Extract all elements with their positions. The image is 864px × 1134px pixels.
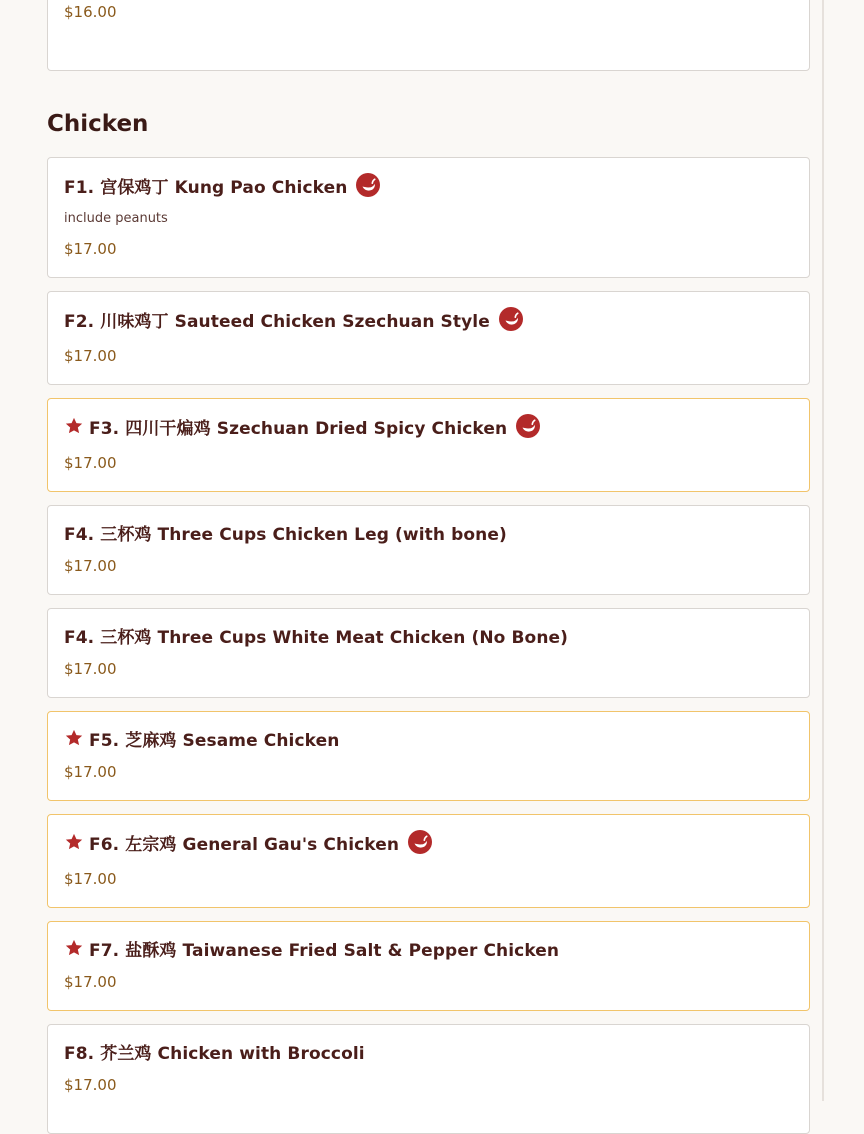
menu-item-card[interactable] bbox=[47, 921, 810, 1011]
menu-item-name: F5. 芝麻鸡 Sesame Chicken bbox=[89, 730, 340, 751]
menu-item-price: $17.00 bbox=[64, 454, 117, 472]
menu-item-title-row bbox=[64, 726, 793, 750]
menu-item-name: F4. 三杯鸡 Three Cups White Meat Chicken (No Bone) bbox=[64, 627, 569, 648]
menu-item-name: F7. 盐酥鸡 Taiwanese Fried Salt & Pepper Chicken bbox=[89, 940, 560, 961]
menu-item-title-row bbox=[64, 936, 793, 960]
menu-item-name: F1. 宫保鸡丁 Kung Pao Chicken bbox=[64, 177, 348, 198]
menu-item-title-row bbox=[64, 623, 793, 647]
menu-item-price: $17.00 bbox=[64, 660, 117, 678]
menu-item-title-row bbox=[64, 1039, 793, 1063]
menu-item-card[interactable] bbox=[47, 398, 810, 492]
section-title: Chicken bbox=[47, 111, 149, 137]
chili-pepper-icon bbox=[355, 172, 381, 198]
menu-item-card[interactable] bbox=[47, 814, 810, 908]
menu-item-price: $17.00 bbox=[64, 973, 117, 991]
chili-pepper-icon bbox=[407, 829, 433, 855]
chili-pepper-icon bbox=[498, 306, 524, 332]
menu-item-description: include peanuts bbox=[64, 211, 168, 226]
menu-item-price: $16.00 bbox=[64, 3, 117, 21]
menu-item-card[interactable] bbox=[47, 291, 810, 385]
menu-item-price: $17.00 bbox=[64, 1076, 117, 1094]
menu-item-title-row bbox=[64, 414, 793, 438]
menu-item-price: $17.00 bbox=[64, 870, 117, 888]
menu-item-card[interactable] bbox=[47, 1024, 810, 1134]
menu-item-price: $17.00 bbox=[64, 347, 117, 365]
star-icon bbox=[64, 938, 84, 958]
menu-item-name: F8. 芥兰鸡 Chicken with Broccoli bbox=[64, 1043, 365, 1064]
menu-item-price: $17.00 bbox=[64, 763, 117, 781]
menu-item-card[interactable] bbox=[47, 0, 810, 71]
menu-item-name: F3. 四川干煸鸡 Szechuan Dried Spicy Chicken bbox=[89, 418, 508, 439]
scrollbar-track bbox=[822, 0, 824, 1101]
menu-item-title-row bbox=[64, 520, 793, 544]
menu-item-title-row bbox=[64, 307, 793, 331]
menu-item-card[interactable] bbox=[47, 157, 810, 278]
star-icon bbox=[64, 832, 84, 852]
menu-item-price: $17.00 bbox=[64, 240, 117, 258]
star-icon bbox=[64, 728, 84, 748]
menu-item-name: F4. 三杯鸡 Three Cups Chicken Leg (with bone) bbox=[64, 524, 507, 545]
menu-item-name: F2. 川味鸡丁 Sauteed Chicken Szechuan Style bbox=[64, 311, 490, 332]
menu-item-price: $17.00 bbox=[64, 557, 117, 575]
menu-item-card[interactable] bbox=[47, 711, 810, 801]
menu-item-name: F6. 左宗鸡 General Gau's Chicken bbox=[89, 834, 400, 855]
menu-item-title-row bbox=[64, 173, 793, 197]
menu-item-card[interactable] bbox=[47, 608, 810, 698]
menu-item-title-row bbox=[64, 830, 793, 854]
star-icon bbox=[64, 416, 84, 436]
chili-pepper-icon bbox=[515, 413, 541, 439]
menu-item-card[interactable] bbox=[47, 505, 810, 595]
